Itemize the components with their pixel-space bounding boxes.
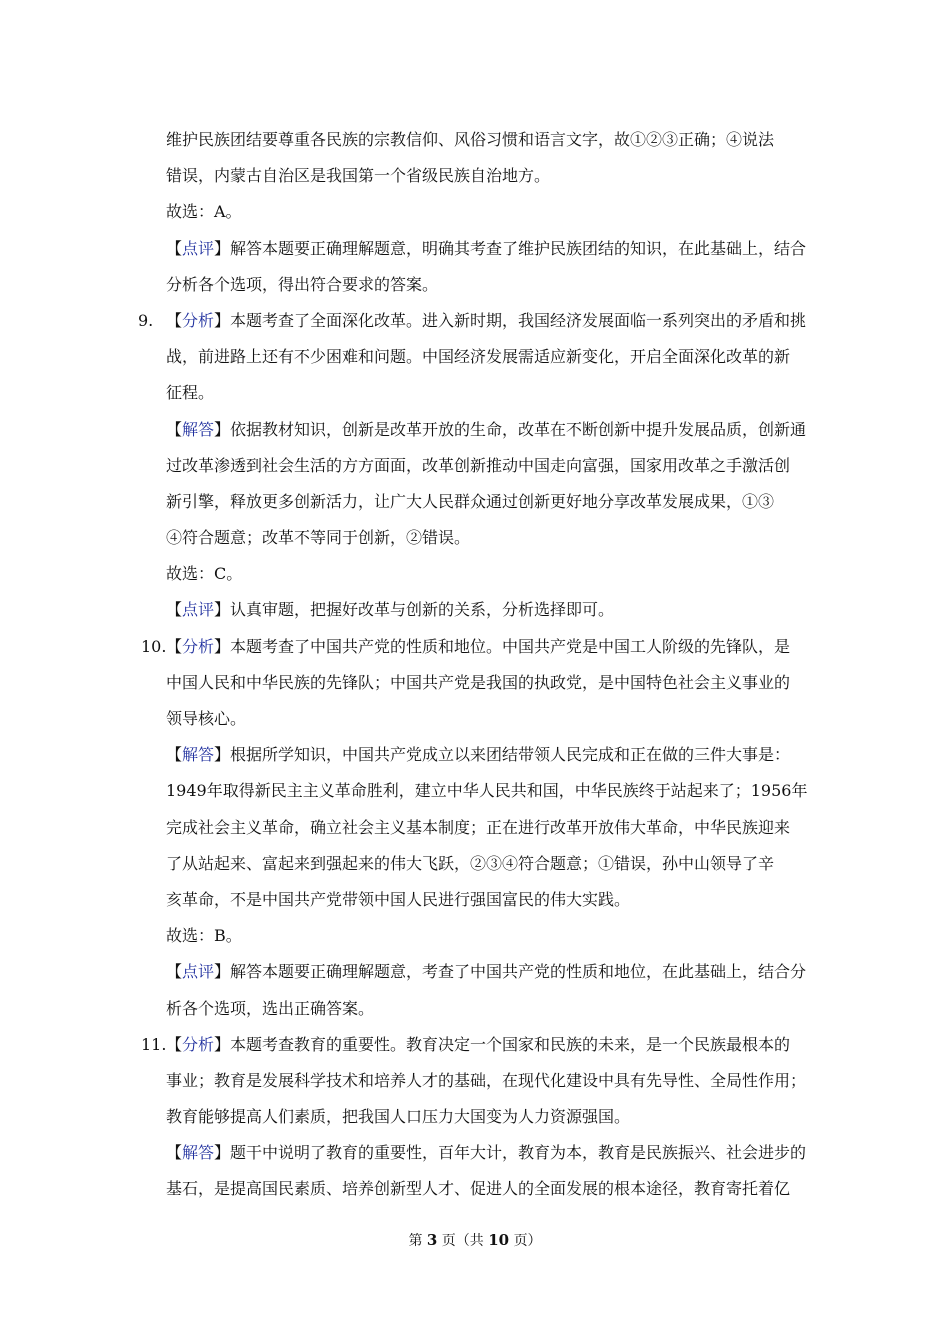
text-line: 中国人民和中华民族的先锋队；中国共产党是我国的执政党，是中国特色社会主义事业的 xyxy=(166,672,791,692)
text-line: 分析各个选项，得出符合要求的答案。 xyxy=(166,274,439,294)
text-line: 过改革渗透到社会生活的方方面面，改革创新推动中国走向富强，国家用改革之手激活创 xyxy=(166,455,791,475)
answer-tag: 【解答】 xyxy=(166,745,231,765)
analysis-line: 【分析】本题考查教育的重要性。教育决定一个国家和民族的未来，是一个民族最根本的 xyxy=(166,1034,791,1054)
page-content xyxy=(138,122,808,1208)
analysis-tag: 【分析】 xyxy=(166,1034,231,1054)
text-line: 新引擎，释放更多创新活力，让广大人民群众通过创新更好地分享改革发展成果，①③ xyxy=(166,491,775,511)
footer-suffix: 页） xyxy=(513,1233,542,1249)
text-line: 析各个选项，选出正确答案。 xyxy=(166,998,375,1018)
question-number: 9. xyxy=(138,310,154,330)
text-line: 基石，是提高国民素质、培养创新型人才、促进人的全面发展的根本途径，教育寄托着亿 xyxy=(166,1179,791,1199)
analysis-line: 【分析】本题考查了全面深化改革。进入新时期，我国经济发展面临一系列突出的矛盾和挑 xyxy=(166,310,807,330)
analysis-tag: 【分析】 xyxy=(166,636,231,656)
question-11 xyxy=(141,1027,807,1208)
answer-tag: 【解答】 xyxy=(166,1143,231,1163)
page-total: 10 xyxy=(488,1231,510,1249)
question-10 xyxy=(141,629,808,1027)
answer-line: 【解答】依据教材知识，创新是改革开放的生命，改革在不断创新中提升发展品质，创新通 xyxy=(166,419,807,439)
answer-line: 【解答】根据所学知识，中国共产党成立以来团结带领人民完成和正在做的三件大事是： xyxy=(166,745,791,765)
answer-tag: 【解答】 xyxy=(166,419,231,439)
question-9 xyxy=(138,303,807,629)
text-line: 了从站起来、富起来到强起来的伟大飞跃，②③④符合题意；①错误，孙中山领导了辛 xyxy=(166,853,775,873)
comment-line: 【点评】认真审题，把握好改革与创新的关系，分析选择即可。 xyxy=(166,600,615,620)
text-line: 错误，内蒙古自治区是我国第一个省级民族自治地方。 xyxy=(166,166,551,186)
text-line: 战，前进路上还有不少困难和问题。中国经济发展需适应新变化，开启全面深化改革的新 xyxy=(166,347,791,367)
comment-tag: 【点评】 xyxy=(166,962,231,982)
text-line: 1949年取得新民主主义革命胜利，建立中华人民共和国，中华民族终于站起来了；1956年 xyxy=(166,781,808,801)
analysis-tag: 【分析】 xyxy=(166,310,231,330)
comment-tag: 【点评】 xyxy=(166,600,231,620)
text-line: 事业；教育是发展科学技术和培养人才的基础，在现代化建设中具有先导性、全局性作用； xyxy=(166,1070,807,1090)
text-line: 完成社会主义革命，确立社会主义基本制度；正在进行改革开放伟大革命，中华民族迎来 xyxy=(166,817,791,837)
footer-middle: 页（共 xyxy=(441,1233,484,1249)
text-line: 维护民族团结要尊重各民族的宗教信仰、风俗习惯和语言文字，故①②③正确；④说法 xyxy=(166,130,775,149)
comment-line: 【点评】解答本题要正确理解题意，明确其考查了维护民族团结的知识，在此基础上，结合 xyxy=(166,238,807,258)
text-line: 征程。 xyxy=(166,383,215,403)
text-line: 教育能够提高人们素质，把我国人口压力大国变为人力资源强国。 xyxy=(166,1107,631,1127)
question-number: 11. xyxy=(141,1034,167,1054)
footer-prefix: 第 xyxy=(408,1233,423,1249)
text-line: ④符合题意；改革不等同于创新，②错误。 xyxy=(166,528,471,548)
comment-line: 【点评】解答本题要正确理解题意，考查了中国共产党的性质和地位，在此基础上，结合分 xyxy=(166,962,807,982)
text-line: 领导核心。 xyxy=(166,709,247,728)
question-number: 10. xyxy=(141,636,167,656)
choice-line: 故选：C。 xyxy=(166,564,243,584)
text-line: 故选：A。 xyxy=(166,202,242,222)
answer-line: 【解答】题干中说明了教育的重要性，百年大计，教育为本，教育是民族振兴、社会进步的 xyxy=(166,1143,807,1163)
text-line: 亥革命，不是中国共产党带领中国人民进行强国富民的伟大实践。 xyxy=(166,889,631,909)
analysis-line: 【分析】本题考查了中国共产党的性质和地位。中国共产党是中国工人阶级的先锋队，是 xyxy=(166,636,791,656)
page-number: 3 xyxy=(426,1231,438,1249)
page-footer xyxy=(0,1230,950,1251)
comment-tag: 【点评】 xyxy=(166,238,231,258)
choice-line: 故选：B。 xyxy=(166,926,242,946)
